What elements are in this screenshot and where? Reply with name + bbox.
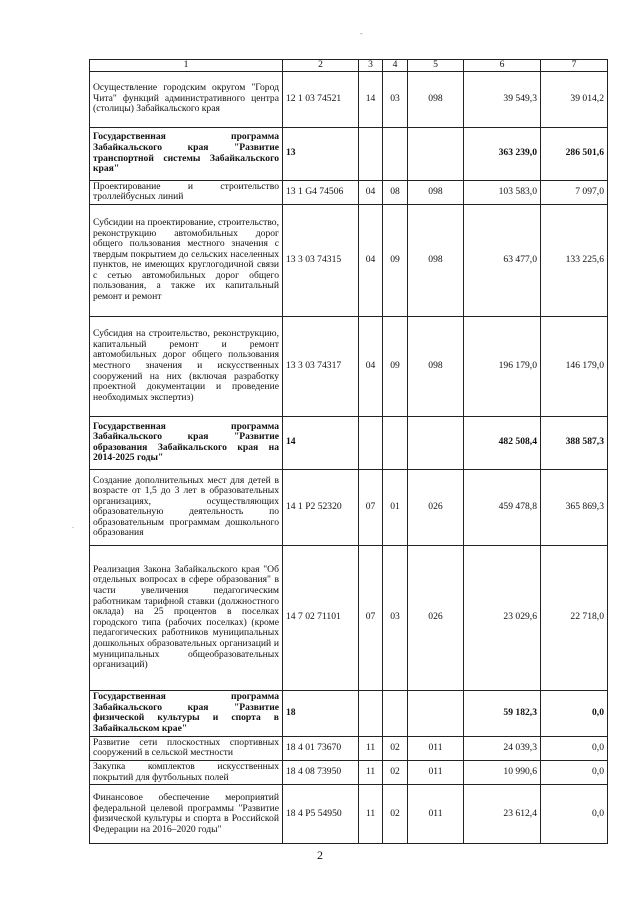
cell-expense-type: 098 bbox=[408, 71, 464, 127]
cell-code: 13 bbox=[283, 127, 359, 180]
cell-amount-year2: 0,0 bbox=[541, 736, 608, 760]
table-body bbox=[90, 71, 608, 844]
cell-section: 04 bbox=[359, 316, 383, 416]
cell-subsection: 09 bbox=[383, 204, 408, 316]
cell-code: 13 3 03 74315 bbox=[283, 204, 359, 316]
page-number: 2 bbox=[317, 848, 323, 862]
cell-code: 18 bbox=[283, 690, 359, 736]
cell-subsection: 02 bbox=[383, 785, 408, 844]
cell-amount-year2: 0,0 bbox=[541, 690, 608, 736]
cell-amount-year2: 7 097,0 bbox=[541, 180, 608, 204]
cell-name: Развитие сети плоскостных спортивных сооружений в сельской местности bbox=[90, 736, 283, 760]
budget-table bbox=[89, 59, 608, 844]
table-row bbox=[90, 71, 608, 127]
cell-code: 18 4 P5 54950 bbox=[283, 785, 359, 844]
cell-section bbox=[359, 416, 383, 469]
cell-code: 18 4 01 73670 bbox=[283, 736, 359, 760]
cell-amount-year2: 0,0 bbox=[541, 760, 608, 784]
cell-section bbox=[359, 690, 383, 736]
cell-amount-year1: 10 990,6 bbox=[464, 760, 541, 784]
cell-amount-year2: 365 869,3 bbox=[541, 469, 608, 545]
cell-subsection: 08 bbox=[383, 180, 408, 204]
cell-name: Государственная программа Забайкальского края "Развитие физической культуры и спорта в Забайкальском крае" bbox=[90, 690, 283, 736]
cell-subsection: 02 bbox=[383, 760, 408, 784]
cell-amount-year2: 22 718,0 bbox=[541, 545, 608, 690]
column-header: 6 bbox=[464, 60, 541, 72]
cell-section: 04 bbox=[359, 180, 383, 204]
cell-amount-year1: 23 029,6 bbox=[464, 545, 541, 690]
table-row bbox=[90, 736, 608, 760]
cell-expense-type bbox=[408, 690, 464, 736]
cell-amount-year1: 39 549,3 bbox=[464, 71, 541, 127]
table-header-row bbox=[90, 60, 608, 72]
cell-expense-type: 098 bbox=[408, 316, 464, 416]
cell-name: Субсидия на строительство, реконструкцию, капитальный ремонт и ремонт автомобильных дорог общего пользования местного значения и искусственных сооружений на них (включая разработку проектной документации и проведение необходимых экспертиз) bbox=[90, 316, 283, 416]
cell-amount-year2: 146 179,0 bbox=[541, 316, 608, 416]
cell-expense-type: 011 bbox=[408, 736, 464, 760]
cell-code: 14 7 02 71101 bbox=[283, 545, 359, 690]
cell-amount-year1: 482 508,4 bbox=[464, 416, 541, 469]
cell-subsection: 03 bbox=[383, 545, 408, 690]
column-header: 7 bbox=[541, 60, 608, 72]
cell-amount-year1: 363 239,0 bbox=[464, 127, 541, 180]
cell-subsection: 01 bbox=[383, 469, 408, 545]
cell-code: 14 1 P2 52320 bbox=[283, 469, 359, 545]
cell-expense-type: 011 bbox=[408, 785, 464, 844]
cell-amount-year1: 59 182,3 bbox=[464, 690, 541, 736]
table-row bbox=[90, 760, 608, 784]
cell-name: Проектирование и строительство троллейбусных линий bbox=[90, 180, 283, 204]
cell-name: Финансовое обеспечение мероприятий федеральной целевой программы "Развитие физической культуры и спорта в Российской Федерации на 2016–2020 годы" bbox=[90, 785, 283, 844]
cell-section: 07 bbox=[359, 469, 383, 545]
cell-code: 14 bbox=[283, 416, 359, 469]
cell-name: Государственная программа Забайкальского края "Развитие образования Забайкальского края на 2014-2025 годы" bbox=[90, 416, 283, 469]
cell-subsection bbox=[383, 416, 408, 469]
cell-amount-year1: 459 478,8 bbox=[464, 469, 541, 545]
cell-name: Осуществление городским округом "Город Чита" функций административного центра (столицы) Забайкальского края bbox=[90, 71, 283, 127]
cell-section: 11 bbox=[359, 760, 383, 784]
table-row bbox=[90, 204, 608, 316]
cell-section: 11 bbox=[359, 736, 383, 760]
cell-amount-year1: 24 039,3 bbox=[464, 736, 541, 760]
table-row bbox=[90, 785, 608, 844]
cell-section: 04 bbox=[359, 204, 383, 316]
cell-section: 14 bbox=[359, 71, 383, 127]
cell-amount-year2: 39 014,2 bbox=[541, 71, 608, 127]
table-row bbox=[90, 316, 608, 416]
cell-amount-year2: 0,0 bbox=[541, 785, 608, 844]
column-header: 4 bbox=[383, 60, 408, 72]
cell-name: Реализация Закона Забайкальского края "Об отдельных вопросах в сфере образования" в части увеличения педагогическим работникам тарифной ставки (должностного оклада) на 25 процентов в поселках городского типа (рабочих поселках) (кроме педагогических работников муниципальных дошкольных образовательных организаций и муниципальных общеобразовательных организаций) bbox=[90, 545, 283, 690]
table-row bbox=[90, 180, 608, 204]
cell-amount-year1: 196 179,0 bbox=[464, 316, 541, 416]
cell-section: 07 bbox=[359, 545, 383, 690]
column-header: 5 bbox=[408, 60, 464, 72]
cell-amount-year2: 388 587,3 bbox=[541, 416, 608, 469]
cell-expense-type: 098 bbox=[408, 204, 464, 316]
cell-code: 13 3 03 74317 bbox=[283, 316, 359, 416]
cell-expense-type: 026 bbox=[408, 545, 464, 690]
column-header: 2 bbox=[283, 60, 359, 72]
cell-expense-type bbox=[408, 127, 464, 180]
scan-artifact: . bbox=[72, 521, 74, 530]
program-row bbox=[90, 127, 608, 180]
cell-subsection bbox=[383, 690, 408, 736]
cell-amount-year1: 63 477,0 bbox=[464, 204, 541, 316]
cell-amount-year1: 23 612,4 bbox=[464, 785, 541, 844]
cell-expense-type: 026 bbox=[408, 469, 464, 545]
cell-expense-type: 011 bbox=[408, 760, 464, 784]
cell-section: 11 bbox=[359, 785, 383, 844]
column-header: 1 bbox=[90, 60, 283, 72]
cell-code: 18 4 08 73950 bbox=[283, 760, 359, 784]
cell-name: Закупка комплектов искусственных покрытий для футбольных полей bbox=[90, 760, 283, 784]
cell-amount-year2: 286 501,6 bbox=[541, 127, 608, 180]
cell-expense-type bbox=[408, 416, 464, 469]
program-row bbox=[90, 416, 608, 469]
cell-name: Субсидии на проектирование, строительство, реконструкцию автомобильных дорог общего пользования местного значения с твердым покрытием до сельских населенных пунктов, не имеющих круглогодичной связи с сетью автомобильных дорог общего пользования, а также их капитальный ремонт и ремонт bbox=[90, 204, 283, 316]
cell-code: 13 1 G4 74506 bbox=[283, 180, 359, 204]
cell-name: Государственная программа Забайкальского края "Развитие транспортной системы Забайкальского края" bbox=[90, 127, 283, 180]
scan-artifact: - bbox=[360, 29, 363, 38]
cell-section bbox=[359, 127, 383, 180]
cell-expense-type: 098 bbox=[408, 180, 464, 204]
table-row bbox=[90, 545, 608, 690]
table-row bbox=[90, 469, 608, 545]
cell-name: Создание дополнительных мест для детей в возрасте от 1,5 до 3 лет в образовательных организациях, осуществляющих образовательную деятельность по образовательным программам дошкольного образования bbox=[90, 469, 283, 545]
column-header: 3 bbox=[359, 60, 383, 72]
cell-subsection bbox=[383, 127, 408, 180]
cell-amount-year1: 103 583,0 bbox=[464, 180, 541, 204]
program-row bbox=[90, 690, 608, 736]
cell-code: 12 1 03 74521 bbox=[283, 71, 359, 127]
cell-subsection: 03 bbox=[383, 71, 408, 127]
cell-amount-year2: 133 225,6 bbox=[541, 204, 608, 316]
cell-subsection: 02 bbox=[383, 736, 408, 760]
cell-subsection: 09 bbox=[383, 316, 408, 416]
